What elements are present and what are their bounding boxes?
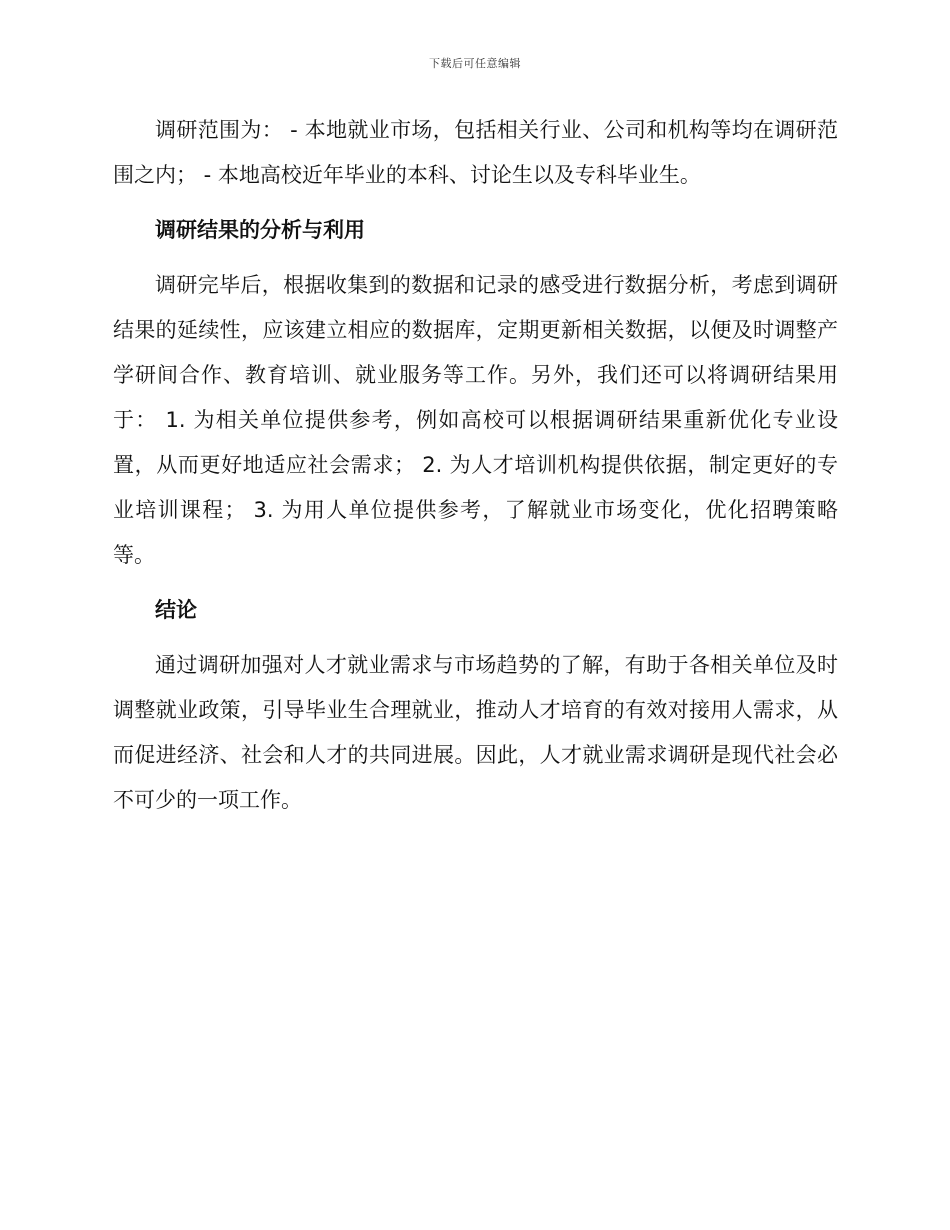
document-body (113, 108, 838, 833)
header-note: 下载后可任意编辑 (429, 57, 521, 70)
section-heading-analysis: 调研结果的分析与利用 (155, 218, 365, 242)
section-heading-conclusion: 结论 (155, 598, 197, 622)
paragraph-analysis: 调研完毕后，根据收集到的数据和记录的感受进行数据分析，考虑到调研结果的延续性，应该建立相应的数据库，定期更新相关数据，以便及时调整产学研间合作、教育培训、就业服务等工作。另外，我们还可以将调研结果用于： 1. 为相关单位提供参考，例如高校可以根据调研结果重新优化专业设置，从而更好地适应社会需求； 2. 为人才培训机构提供依据，制定更好的专业培训课程； 3. 为用人单位提供参考，了解就业市场变化，优化招聘策略等。 (113, 273, 838, 567)
paragraph-scope: 调研范围为： - 本地就业市场，包括相关行业、公司和机构等均在调研范围之内； - 本地高校近年毕业的本科、讨论生以及专科毕业生。 (113, 118, 838, 187)
paragraph-conclusion: 通过调研加强对人才就业需求与市场趋势的了解，有助于各相关单位及时调整就业政策，引导毕业生合理就业，推动人才培育的有效对接用人需求，从而促进经济、社会和人才的共同进展。因此，人才就业需求调研是现代社会必不可少的一项工作。 (113, 653, 838, 812)
